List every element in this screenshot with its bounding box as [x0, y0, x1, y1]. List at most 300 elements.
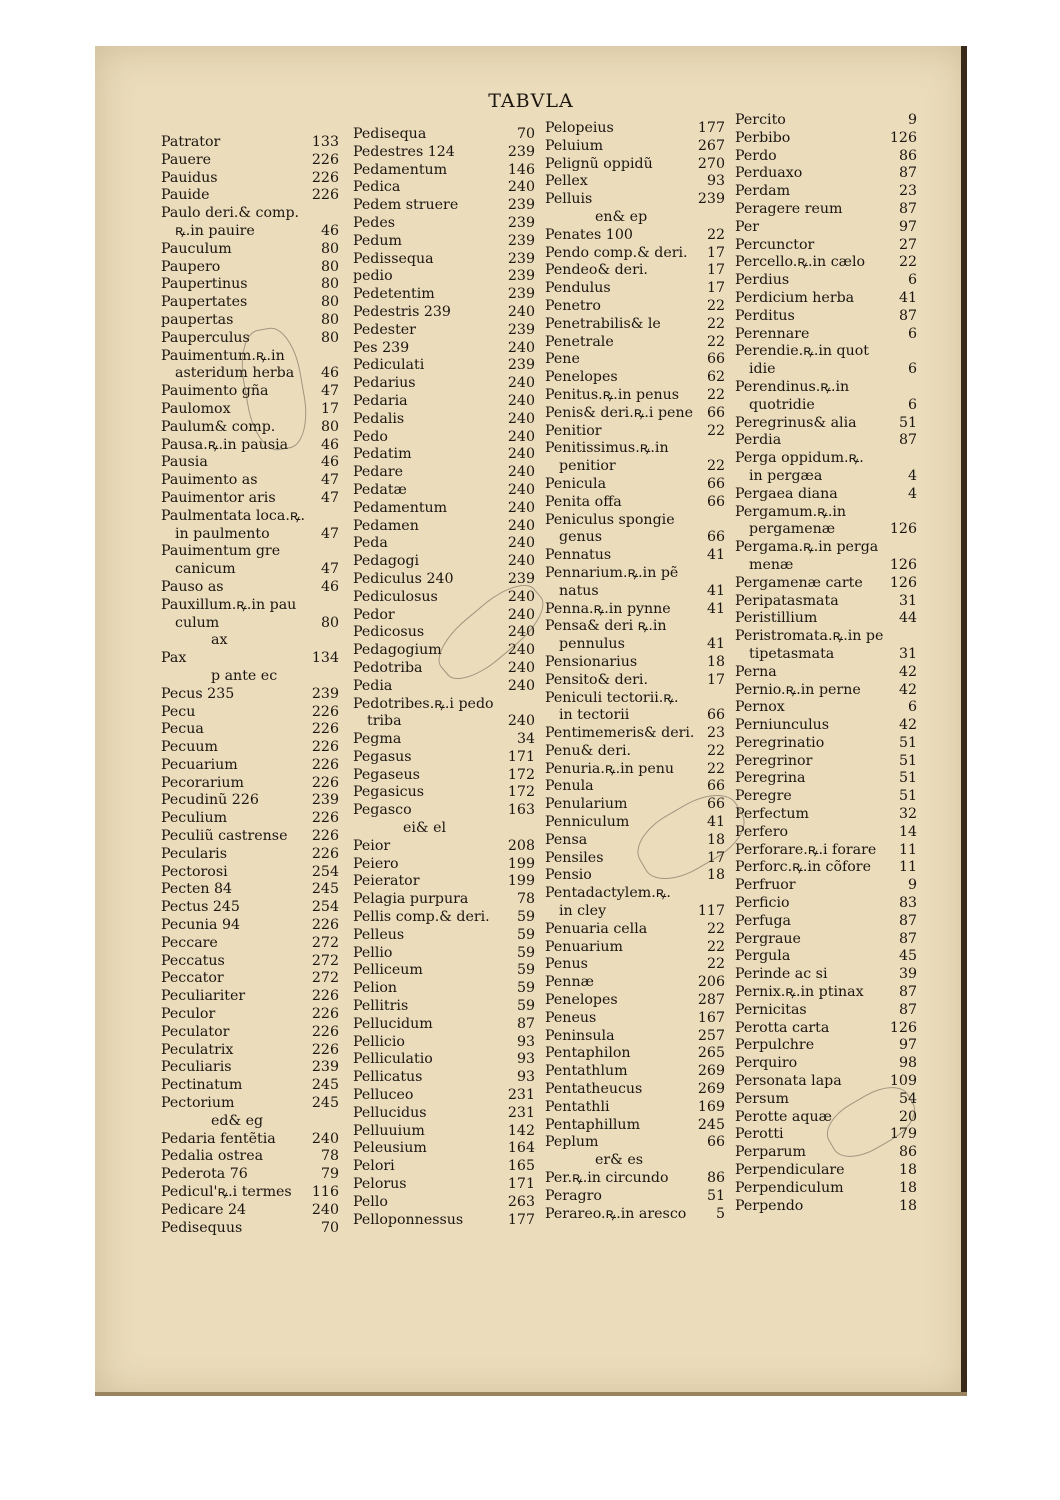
index-term: Peregrina — [735, 770, 806, 787]
index-entry — [161, 632, 339, 650]
index-term: Pegasco — [353, 802, 412, 819]
index-entry — [353, 1194, 535, 1212]
index-entry — [735, 308, 917, 326]
index-entry — [735, 1020, 917, 1038]
index-entry — [161, 686, 339, 704]
index-page-number: 51 — [898, 788, 917, 805]
index-page-number: 226 — [311, 810, 339, 827]
index-entry — [353, 1176, 535, 1194]
index-entry — [161, 454, 339, 472]
index-entry — [545, 494, 725, 512]
index-entry — [161, 721, 339, 739]
index-page-number: 226 — [311, 169, 339, 186]
index-page-number: 240 — [507, 642, 535, 659]
index-term: Perna — [735, 663, 777, 680]
index-term: Paupertinus — [161, 276, 248, 293]
index-page-number: 78 — [516, 891, 535, 908]
index-entry — [545, 173, 725, 191]
index-term: ed& eg — [211, 1112, 264, 1129]
index-page-number: 47 — [320, 472, 339, 489]
index-term: Peristromata.ꝶ.in pe — [735, 628, 884, 645]
index-term: Paulomox — [161, 400, 231, 417]
index-page-number: 47 — [320, 489, 339, 506]
index-page-number: 70 — [516, 126, 535, 142]
index-term: Penuaria cella — [545, 920, 648, 937]
index-entry — [161, 526, 339, 544]
index-page-number: 4 — [907, 485, 917, 502]
index-entry — [161, 561, 339, 579]
index-page-number: 54 — [898, 1090, 917, 1107]
index-page-number: 226 — [311, 739, 339, 756]
index-term: Pediculati — [353, 357, 425, 374]
index-entry — [545, 227, 725, 245]
index-entry — [161, 1220, 339, 1238]
index-term: Peregrinus& alia — [735, 414, 857, 431]
index-term: Peneus — [545, 1009, 597, 1026]
index-page-number: 177 — [507, 1211, 535, 1228]
index-term: Pennatus — [545, 547, 612, 564]
index-entry — [353, 162, 535, 180]
index-term: Pellex — [545, 173, 588, 190]
index-page-number: 240 — [507, 606, 535, 623]
index-entry — [353, 571, 535, 589]
index-entry — [161, 953, 339, 971]
index-entry — [735, 1055, 917, 1073]
index-entry — [735, 842, 917, 860]
index-term: Peior — [353, 837, 391, 854]
index-term: Pentaphilon — [545, 1045, 631, 1062]
index-term: Peragro — [545, 1187, 602, 1204]
index-page-number: 9 — [907, 877, 917, 894]
index-term: Pausia — [161, 454, 208, 471]
index-term: Paulum& comp. — [161, 418, 276, 435]
index-page-number: 272 — [311, 952, 339, 969]
index-term: Pectorosi — [161, 863, 228, 880]
index-term: Pelloponnessus — [353, 1211, 464, 1228]
index-term: Paupertates — [161, 294, 248, 311]
index-entry — [161, 276, 339, 294]
index-term: Pelleus — [353, 926, 405, 943]
index-entry — [161, 1202, 339, 1220]
index-entry — [353, 518, 535, 536]
index-page-number: 23 — [706, 725, 725, 742]
index-entry — [353, 144, 535, 162]
index-page-number: 240 — [507, 677, 535, 694]
index-page-number: 239 — [507, 214, 535, 231]
index-term: Pernio.ꝶ.in perne — [735, 681, 861, 698]
index-page-number: 263 — [507, 1193, 535, 1210]
index-entry — [735, 504, 917, 522]
index-entry — [735, 397, 917, 415]
index-page-number: 93 — [516, 1051, 535, 1068]
index-page-number: 269 — [697, 1063, 725, 1080]
index-page-number: 80 — [320, 329, 339, 346]
index-column-2 — [353, 126, 535, 1229]
index-term: Perennare — [735, 325, 810, 342]
index-term: Peculator — [161, 1023, 230, 1040]
index-term: Pensiles — [545, 849, 604, 866]
index-page-number: 163 — [507, 802, 535, 819]
index-term: Pauimentum.ꝶ.in — [161, 347, 285, 364]
index-entry — [353, 784, 535, 802]
index-term: ax — [211, 632, 228, 649]
index-entry — [353, 500, 535, 518]
index-term: Penitissimus.ꝶ.in — [545, 440, 669, 457]
index-term: Peplum — [545, 1134, 599, 1151]
index-entry — [161, 490, 339, 508]
index-term: Pecu — [161, 703, 196, 720]
index-term: in paulmento — [175, 525, 270, 542]
index-page-number: 172 — [507, 784, 535, 801]
index-term: in tectorii — [559, 707, 630, 724]
index-term: Pegasicus — [353, 784, 425, 801]
index-term: Penuarium — [545, 938, 623, 955]
index-page-number: 22 — [706, 760, 725, 777]
index-entry — [353, 322, 535, 340]
index-entry — [353, 215, 535, 233]
index-entry — [545, 1170, 725, 1188]
index-term: Peripatasmata — [735, 592, 839, 609]
index-page-number: 245 — [311, 1077, 339, 1094]
index-entry — [735, 1162, 917, 1180]
index-entry — [353, 678, 535, 696]
index-entry — [353, 553, 535, 571]
index-page-number: 199 — [507, 855, 535, 872]
index-entry — [545, 120, 725, 138]
index-entry — [735, 557, 917, 575]
index-entry — [161, 543, 339, 561]
index-page-number: 45 — [898, 948, 917, 965]
page-bottom-edge — [95, 1392, 967, 1396]
index-entry — [161, 1184, 339, 1202]
index-term: Pegma — [353, 731, 402, 748]
index-entry — [735, 646, 917, 664]
index-page-number: 172 — [507, 766, 535, 783]
index-page-number: 31 — [898, 645, 917, 662]
index-entry — [161, 668, 339, 686]
index-term: idie — [749, 361, 776, 378]
index-page-number: 239 — [507, 570, 535, 587]
index-entry — [735, 201, 917, 219]
index-entry — [161, 935, 339, 953]
index-entry — [735, 1198, 917, 1216]
index-page-number: 134 — [311, 650, 339, 667]
index-entry — [545, 1188, 725, 1206]
index-page-number: 22 — [898, 254, 917, 271]
index-term: Perpendo — [735, 1197, 804, 1214]
index-entry — [353, 802, 535, 820]
index-term: Pendulus — [545, 280, 611, 297]
index-term: Pergaea diana — [735, 485, 838, 502]
index-term: Perpendiculare — [735, 1162, 845, 1179]
index-entry — [161, 775, 339, 793]
index-term: Peculium — [161, 810, 228, 827]
index-entry — [735, 521, 917, 539]
index-term: menæ — [749, 556, 794, 573]
index-page-number: 240 — [507, 553, 535, 570]
index-page-number: 18 — [706, 653, 725, 670]
index-entry — [353, 820, 535, 838]
index-term: pedio — [353, 268, 393, 285]
index-term: Pecularis — [161, 845, 227, 862]
index-entry — [353, 535, 535, 553]
index-entry — [353, 749, 535, 767]
index-entry — [735, 699, 917, 717]
index-page-number: 240 — [507, 446, 535, 463]
index-entry — [353, 375, 535, 393]
index-page-number: 231 — [507, 1104, 535, 1121]
index-entry — [353, 411, 535, 429]
index-term: Penicula — [545, 475, 607, 492]
index-page-number: 17 — [706, 262, 725, 279]
index-term: Pedum — [353, 232, 402, 249]
index-page-number: 27 — [898, 236, 917, 253]
index-page-number: 18 — [898, 1197, 917, 1214]
index-page-number: 116 — [311, 1184, 339, 1201]
index-entry — [735, 361, 917, 379]
index-term: Perfectum — [735, 806, 809, 823]
index-entry — [353, 980, 535, 998]
index-entry — [353, 126, 535, 144]
index-page-number: 6 — [907, 396, 917, 413]
index-term: asteridum herba — [175, 365, 295, 382]
index-page-number: 78 — [320, 1148, 339, 1165]
index-entry — [735, 468, 917, 486]
index-term: Perareo.ꝶ.in aresco — [545, 1205, 687, 1222]
index-entry — [353, 1034, 535, 1052]
index-term: Peculiariter — [161, 988, 246, 1005]
index-page-number: 22 — [706, 315, 725, 332]
index-page-number: 41 — [706, 600, 725, 617]
index-entry — [735, 753, 917, 771]
index-page-number: 46 — [320, 578, 339, 595]
index-entry — [161, 508, 339, 526]
index-page-number: 46 — [320, 365, 339, 382]
index-term: Pecuum — [161, 739, 218, 756]
index-term: Perpendiculum — [735, 1179, 844, 1196]
index-page-number: 31 — [898, 592, 917, 609]
index-term: Perficio — [735, 895, 790, 912]
index-page-number: 46 — [320, 222, 339, 239]
index-term: Pediculus 240 — [353, 570, 454, 587]
index-entry — [161, 259, 339, 277]
index-entry — [735, 272, 917, 290]
index-term: Perduaxo — [735, 165, 803, 182]
index-entry — [161, 223, 339, 241]
index-page-number: 245 — [311, 1095, 339, 1112]
index-term: Pecunia 94 — [161, 917, 241, 934]
index-page-number: 98 — [898, 1055, 917, 1072]
index-page-number: 4 — [907, 467, 917, 484]
index-entry — [545, 583, 725, 601]
index-page-number: 179 — [889, 1126, 917, 1143]
index-term: Pedatim — [353, 446, 412, 463]
index-term: Pentadactylem.ꝶ. — [545, 885, 671, 902]
index-page-number: 9 — [907, 112, 917, 128]
index-term: Perfruor — [735, 877, 796, 894]
index-page-number: 39 — [898, 966, 917, 983]
index-page-number: 87 — [898, 912, 917, 929]
index-page-number: 80 — [320, 614, 339, 631]
index-entry — [353, 1123, 535, 1141]
index-entry — [545, 245, 725, 263]
index-page-number: 20 — [898, 1108, 917, 1125]
index-entry — [161, 1077, 339, 1095]
index-term: er& es — [595, 1152, 643, 1169]
index-page-number: 208 — [507, 837, 535, 854]
index-entry — [353, 1016, 535, 1034]
index-entry — [735, 1002, 917, 1020]
index-entry — [735, 326, 917, 344]
index-entry — [735, 290, 917, 308]
index-term: Pedaria fentẽtia — [161, 1130, 276, 1147]
index-term: Pegaseus — [353, 766, 420, 783]
index-term: Penis& deri.ꝶ.i pene — [545, 404, 693, 421]
index-term: Pauperculus — [161, 329, 250, 346]
index-page-number: 17 — [706, 849, 725, 866]
index-term: p ante ec — [211, 667, 278, 684]
index-page-number: 226 — [311, 845, 339, 862]
index-term: Pegasus — [353, 748, 412, 765]
index-entry — [545, 191, 725, 209]
index-entry — [545, 334, 725, 352]
index-entry — [735, 219, 917, 237]
index-page-number: 22 — [706, 333, 725, 350]
index-entry — [545, 458, 725, 476]
index-term: Pedamen — [353, 517, 419, 534]
index-term: Per.ꝶ.in circundo — [545, 1170, 669, 1187]
index-entry — [735, 966, 917, 984]
index-term: Penetrale — [545, 333, 614, 350]
index-page-number: 80 — [320, 418, 339, 435]
index-term: Pauculum — [161, 240, 232, 257]
index-page-number: 126 — [889, 129, 917, 146]
index-term: Pensa& deri ꝶ.in — [545, 618, 667, 635]
index-entry — [161, 294, 339, 312]
index-entry — [545, 956, 725, 974]
index-term: Peregrinatio — [735, 734, 825, 751]
index-entry — [353, 482, 535, 500]
index-term: Perfero — [735, 823, 789, 840]
index-term: pennulus — [559, 636, 625, 653]
index-page-number: 80 — [320, 294, 339, 311]
index-term: Pedica — [353, 179, 401, 196]
index-entry — [353, 464, 535, 482]
index-entry — [353, 304, 535, 322]
index-entry — [161, 615, 339, 633]
index-term: Pedagogium — [353, 642, 442, 659]
index-term: Pellio — [353, 944, 393, 961]
index-term: Pelignũ oppidũ — [545, 155, 653, 172]
index-page-number: 42 — [898, 717, 917, 734]
index-page-number: 86 — [898, 1144, 917, 1161]
index-page-number: 18 — [706, 831, 725, 848]
index-term: Pauimento as — [161, 472, 258, 489]
index-term: genus — [559, 529, 603, 546]
index-entry — [735, 806, 917, 824]
index-entry — [353, 340, 535, 358]
index-term: Pene — [545, 351, 580, 368]
index-page-number: 87 — [898, 1001, 917, 1018]
index-term: Pergama.ꝶ.in perga — [735, 539, 879, 556]
index-term: Pedester — [353, 321, 416, 338]
index-term: Pecus 235 — [161, 685, 235, 702]
index-term: tipetasmata — [749, 645, 835, 662]
index-page-number: 226 — [311, 828, 339, 845]
index-term: Pectorium — [161, 1095, 235, 1112]
index-page-number: 240 — [507, 713, 535, 730]
index-term: Perparum — [735, 1144, 806, 1161]
index-term: triba — [367, 713, 402, 730]
index-term: Pelliceum — [353, 962, 423, 979]
index-entry — [353, 1212, 535, 1230]
index-term: Pensio — [545, 867, 592, 884]
index-entry — [545, 1010, 725, 1028]
index-page-number: 18 — [898, 1179, 917, 1196]
index-term: Pecten 84 — [161, 881, 233, 898]
index-entry — [545, 262, 725, 280]
index-page-number: 47 — [320, 383, 339, 400]
index-entry — [353, 357, 535, 375]
index-page-number: 117 — [697, 903, 725, 920]
index-term: Perquiro — [735, 1055, 798, 1072]
index-page-number: 239 — [507, 250, 535, 267]
index-term: Pendo comp.& deri. — [545, 244, 688, 261]
index-page-number: 51 — [898, 752, 917, 769]
index-term: ꝶ.in pauire — [175, 222, 255, 239]
index-page-number: 164 — [507, 1140, 535, 1157]
index-page-number: 41 — [706, 636, 725, 653]
index-term: Penitior — [545, 422, 602, 439]
index-entry — [545, 672, 725, 690]
index-entry — [545, 209, 725, 227]
index-term: Pentimemeris& deri. — [545, 725, 695, 742]
index-page-number: 240 — [507, 499, 535, 516]
index-term: Pernicitas — [735, 1001, 807, 1018]
index-entry — [161, 899, 339, 917]
index-entry — [545, 423, 725, 441]
index-term: Penelopes — [545, 369, 618, 386]
index-page-number: 126 — [889, 521, 917, 538]
index-entry — [545, 387, 725, 405]
index-entry — [161, 846, 339, 864]
index-page-number: 240 — [507, 464, 535, 481]
index-term: Perbibo — [735, 129, 791, 146]
index-entry — [545, 1117, 725, 1135]
index-page-number: 287 — [697, 992, 725, 1009]
index-page-number: 87 — [898, 165, 917, 182]
index-term: Penetrabilis& le — [545, 315, 661, 332]
index-page-number: 93 — [516, 1069, 535, 1086]
index-term: Paulmentata loca.ꝶ. — [161, 507, 306, 524]
index-term: Pauere — [161, 151, 212, 168]
index-term: Perdo — [735, 147, 777, 164]
index-term: Pedisequa — [353, 126, 427, 142]
index-entry — [545, 921, 725, 939]
index-entry — [735, 984, 917, 1002]
index-term: Peccator — [161, 970, 224, 987]
index-entry — [353, 197, 535, 215]
index-entry — [735, 593, 917, 611]
index-page-number: 226 — [311, 988, 339, 1005]
index-page-number: 245 — [697, 1116, 725, 1133]
index-term: Pes 239 — [353, 339, 410, 356]
index-entry — [545, 351, 725, 369]
index-term: Perotte aquæ — [735, 1108, 832, 1125]
index-term: Pecudinũ 226 — [161, 792, 259, 809]
index-term: penitior — [559, 458, 616, 475]
index-entry — [353, 998, 535, 1016]
